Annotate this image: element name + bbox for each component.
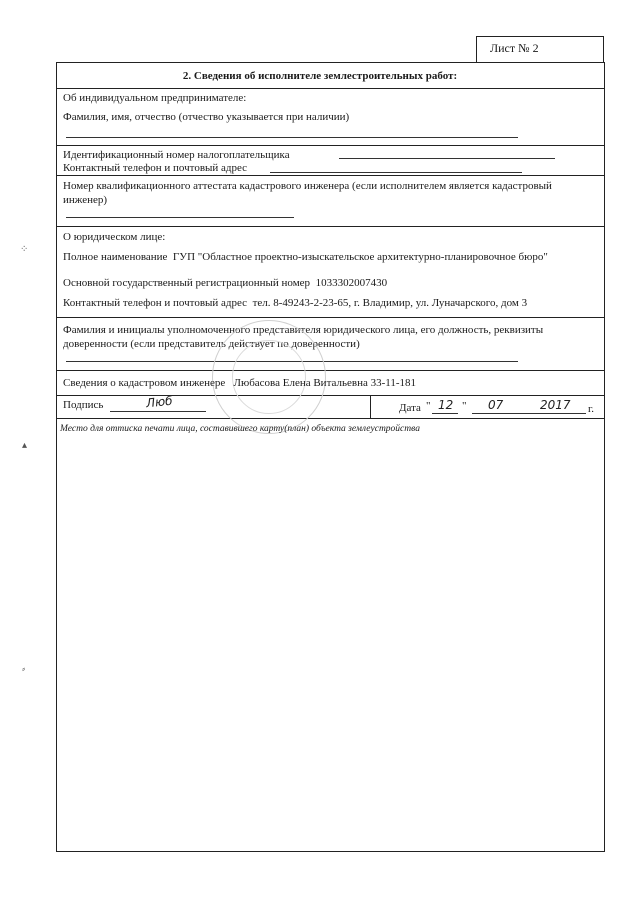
row-divider	[56, 175, 605, 176]
legal-contact-label: Контактный телефон и почтовый адрес	[63, 297, 248, 309]
individual-contact-label: Контактный телефон и почтовый адрес	[63, 162, 248, 174]
individual-contact-field-line	[270, 172, 522, 173]
date-open-quote: "	[426, 400, 431, 412]
legal-fullname	[63, 250, 548, 264]
row-divider	[56, 370, 605, 371]
row-divider	[56, 317, 605, 318]
engineer-value: Любасова Елена Витальевна 33-11-181	[233, 377, 417, 389]
engineer-label: Сведения о кадастровом инженере	[63, 377, 226, 389]
legal-fullname-value: ГУП "Областное проектно-изыскательское архитектурно-планировочное бюро"	[172, 251, 548, 263]
signature-label: Подпись	[63, 399, 104, 411]
legal-fullname-label: Полное наименование	[63, 251, 168, 263]
date-close-quote: "	[462, 400, 467, 412]
stamp-place-caption: Место для оттиска печати лица, составившего карту(план) объекта землеустройства	[60, 424, 420, 434]
certificate-label-line1: Номер квалификационного аттестата кадастрового инженера (если исполнителем является кадастровый	[63, 180, 552, 192]
legal-heading: О юридическом лице:	[63, 231, 166, 243]
fio-label: Фамилия, имя, отчество (отчество указывается при наличии)	[63, 111, 350, 123]
row-divider	[56, 395, 605, 396]
legal-contact	[63, 296, 527, 310]
section-title: 2. Сведения об исполнителе землестроительных работ:	[182, 70, 458, 82]
date-year: 2017	[540, 398, 571, 412]
fio-field-line	[66, 137, 518, 138]
certificate-field-line	[66, 217, 294, 218]
ogrn	[63, 276, 387, 290]
date-day-line	[432, 413, 458, 414]
signature-handwriting: Люб	[145, 393, 174, 411]
ogrn-value: 1033302007430	[315, 277, 388, 289]
representative-label-line1: Фамилия и инициалы уполномоченного представителя юридического лица, его должность, реквизиты	[63, 324, 544, 336]
scan-speck: ▴	[22, 440, 28, 451]
engineer-row	[63, 376, 416, 390]
row-divider	[56, 226, 605, 227]
date-day: 12	[438, 398, 454, 412]
scan-speck: ⁘	[20, 244, 29, 255]
row-divider	[56, 145, 605, 146]
signature-date-divider	[370, 395, 371, 418]
certificate-label-line2: инженер)	[63, 194, 108, 206]
date-month-year-line	[472, 413, 586, 414]
date-suffix: г.	[588, 403, 595, 415]
individual-heading: Об индивидуальном предпринимателе:	[63, 92, 247, 104]
date-label: Дата	[399, 402, 421, 414]
date-month: 07	[488, 398, 504, 412]
inn-field-line	[339, 158, 555, 159]
inn-label: Идентификационный номер налогоплательщика	[63, 149, 290, 161]
legal-contact-value: тел. 8-49243-2-23-65, г. Владимир, ул. Луначарского, дом 3	[252, 297, 528, 309]
row-divider	[56, 88, 605, 89]
representative-label-line2: доверенности (если представитель действует по доверенности)	[63, 338, 360, 350]
sheet-number: Лист № 2	[490, 41, 539, 55]
ogrn-label: Основной государственный регистрационный номер	[63, 277, 311, 289]
row-divider	[56, 418, 605, 419]
signature-field-line	[110, 411, 206, 412]
scan-speck: ⸗	[22, 664, 26, 675]
